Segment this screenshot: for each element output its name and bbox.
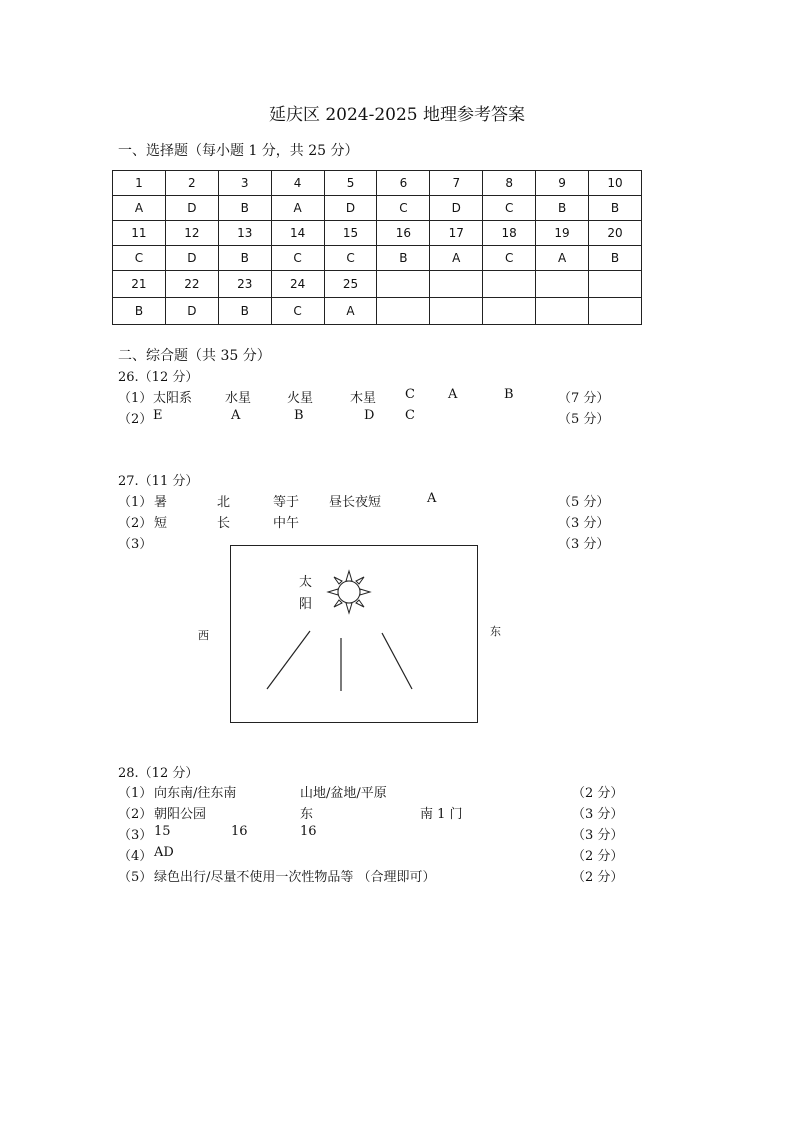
table-cell: 22 [165, 271, 218, 298]
table-cell: B [589, 196, 642, 221]
q28-l2-b: 东 [300, 807, 314, 822]
q28-l2-c: 南 1 门 [420, 807, 463, 822]
q28-header: 28.（12 分） [118, 766, 199, 781]
q27-l1-score: （5 分） [558, 495, 610, 510]
q27-header: 27.（11 分） [118, 474, 199, 489]
table-cell: D [165, 246, 218, 271]
table-cell [377, 271, 430, 298]
q28-l4-score: （2 分） [572, 849, 624, 864]
q26-l1-score: （7 分） [558, 391, 610, 406]
table-cell: 25 [324, 271, 377, 298]
table-cell: D [430, 196, 483, 221]
q27-l2-a: 短 [154, 516, 168, 531]
east-label: 东 [490, 625, 501, 638]
section1-heading: 一、选择题（每小题 1 分，共 25 分） [118, 143, 359, 159]
q27-l1-c: 等于 [273, 495, 300, 510]
table-cell: C [271, 246, 324, 271]
q26-l1-f: A [448, 387, 458, 402]
q26-l1-c: 火星 [287, 391, 314, 406]
table-cell: 11 [113, 221, 166, 246]
q28-l4-a: AD [154, 845, 174, 860]
q26-l2-c: B [294, 408, 304, 423]
shadow-diagram [230, 545, 478, 723]
q26-l1-num: （1） [118, 391, 153, 406]
table-cell: 18 [483, 221, 536, 246]
table-cell: 8 [483, 171, 536, 196]
table-cell [589, 298, 642, 325]
table-row [113, 221, 642, 246]
table-cell: 7 [430, 171, 483, 196]
q27-l2-c: 中午 [273, 516, 300, 531]
section2-heading: 二、综合题（共 35 分） [118, 348, 271, 364]
table-cell: 16 [377, 221, 430, 246]
q27-l2-score: （3 分） [558, 516, 610, 531]
table-row [113, 271, 642, 298]
q28-l1-a: 向东南/往东南 [154, 786, 237, 801]
table-cell: 24 [271, 271, 324, 298]
q27-l1-num: （1） [118, 495, 153, 510]
table-cell [483, 271, 536, 298]
table-cell: B [218, 298, 271, 325]
q26-l1-a: 太阳系 [153, 391, 193, 406]
table-cell: 19 [536, 221, 589, 246]
q26-header: 26.（12 分） [118, 370, 199, 385]
table-cell: A [430, 246, 483, 271]
table-row [113, 171, 642, 196]
q28-l3-c: 16 [300, 824, 317, 839]
table-cell: B [113, 298, 166, 325]
page-title: 延庆区 2024-2025 地理参考答案 [268, 105, 526, 125]
q28-l1-num: （1） [118, 786, 153, 801]
q28-l5-num: （5） [118, 870, 153, 885]
table-cell: D [324, 196, 377, 221]
shadow-line-right [382, 633, 412, 689]
q28-l2-a: 朝阳公园 [154, 807, 207, 822]
table-cell: C [113, 246, 166, 271]
q26-l1-e: C [405, 387, 415, 402]
table-cell: B [589, 246, 642, 271]
table-cell: 15 [324, 221, 377, 246]
table-cell: C [271, 298, 324, 325]
table-row [113, 298, 642, 325]
table-cell: D [165, 196, 218, 221]
table-cell: C [377, 196, 430, 221]
table-cell [536, 298, 589, 325]
q26-l1-d: 木星 [350, 391, 377, 406]
shadow-line-left [267, 631, 310, 689]
table-cell: A [324, 298, 377, 325]
q28-l3-a: 15 [154, 824, 171, 839]
q27-l1-b: 北 [217, 495, 231, 510]
q27-l3-num: （3） [118, 537, 153, 552]
table-cell: 3 [218, 171, 271, 196]
q26-l2-e: C [405, 408, 415, 423]
q28-l3-b: 16 [231, 824, 248, 839]
table-cell: 10 [589, 171, 642, 196]
sun-label-1: 太 [299, 575, 313, 590]
q28-l2-num: （2） [118, 807, 153, 822]
table-cell: A [113, 196, 166, 221]
table-cell: 17 [430, 221, 483, 246]
table-cell: 13 [218, 221, 271, 246]
table-cell: D [165, 298, 218, 325]
table-cell: 23 [218, 271, 271, 298]
q28-l1-score: （2 分） [572, 786, 624, 801]
table-cell: C [483, 246, 536, 271]
q26-l2-a: E [153, 408, 163, 423]
q27-l2-b: 长 [217, 516, 231, 531]
table-cell: C [483, 196, 536, 221]
table-cell: 4 [271, 171, 324, 196]
table-cell: 9 [536, 171, 589, 196]
q26-l1-g: B [504, 387, 514, 402]
table-cell: B [218, 196, 271, 221]
q28-l3-score: （3 分） [572, 828, 624, 843]
q26-l2-b: A [231, 408, 241, 423]
west-label: 西 [198, 629, 209, 642]
table-row [113, 246, 642, 271]
q28-l2-score: （3 分） [572, 807, 624, 822]
q28-l5-a: 绿色出行/尽量不使用一次性物品等 （合理即可） [154, 870, 436, 885]
table-cell: 2 [165, 171, 218, 196]
table-cell: B [218, 246, 271, 271]
table-cell: 14 [271, 221, 324, 246]
table-cell: A [536, 246, 589, 271]
diagram-drawing [231, 546, 477, 722]
table-cell: C [324, 246, 377, 271]
table-cell [483, 298, 536, 325]
q28-l1-b: 山地/盆地/平原 [300, 786, 387, 801]
table-cell [430, 271, 483, 298]
q26-l1-b: 水星 [225, 391, 252, 406]
q28-l3-num: （3） [118, 828, 153, 843]
table-cell: 21 [113, 271, 166, 298]
table-cell [536, 271, 589, 298]
table-cell [377, 298, 430, 325]
table-cell: 20 [589, 221, 642, 246]
sun-label-2: 阳 [299, 597, 313, 612]
q27-l1-a: 暑 [154, 495, 168, 510]
q28-l4-num: （4） [118, 849, 153, 864]
table-cell: 6 [377, 171, 430, 196]
table-cell: 12 [165, 221, 218, 246]
table-cell: B [536, 196, 589, 221]
sun-icon [328, 571, 370, 613]
table-cell [430, 298, 483, 325]
table-cell: B [377, 246, 430, 271]
table-cell: 1 [113, 171, 166, 196]
q27-l3-score: （3 分） [558, 537, 610, 552]
table-cell [589, 271, 642, 298]
table-cell: 5 [324, 171, 377, 196]
q27-l1-d: 昼长夜短 [329, 495, 382, 510]
q26-l2-d: D [364, 408, 375, 423]
q26-l2-score: （5 分） [558, 412, 610, 427]
answer-table [112, 170, 642, 325]
q26-l2-num: （2） [118, 412, 153, 427]
table-cell: A [271, 196, 324, 221]
q27-l2-num: （2） [118, 516, 153, 531]
table-row [113, 196, 642, 221]
q28-l5-score: （2 分） [572, 870, 624, 885]
q27-l1-e: A [427, 491, 437, 506]
